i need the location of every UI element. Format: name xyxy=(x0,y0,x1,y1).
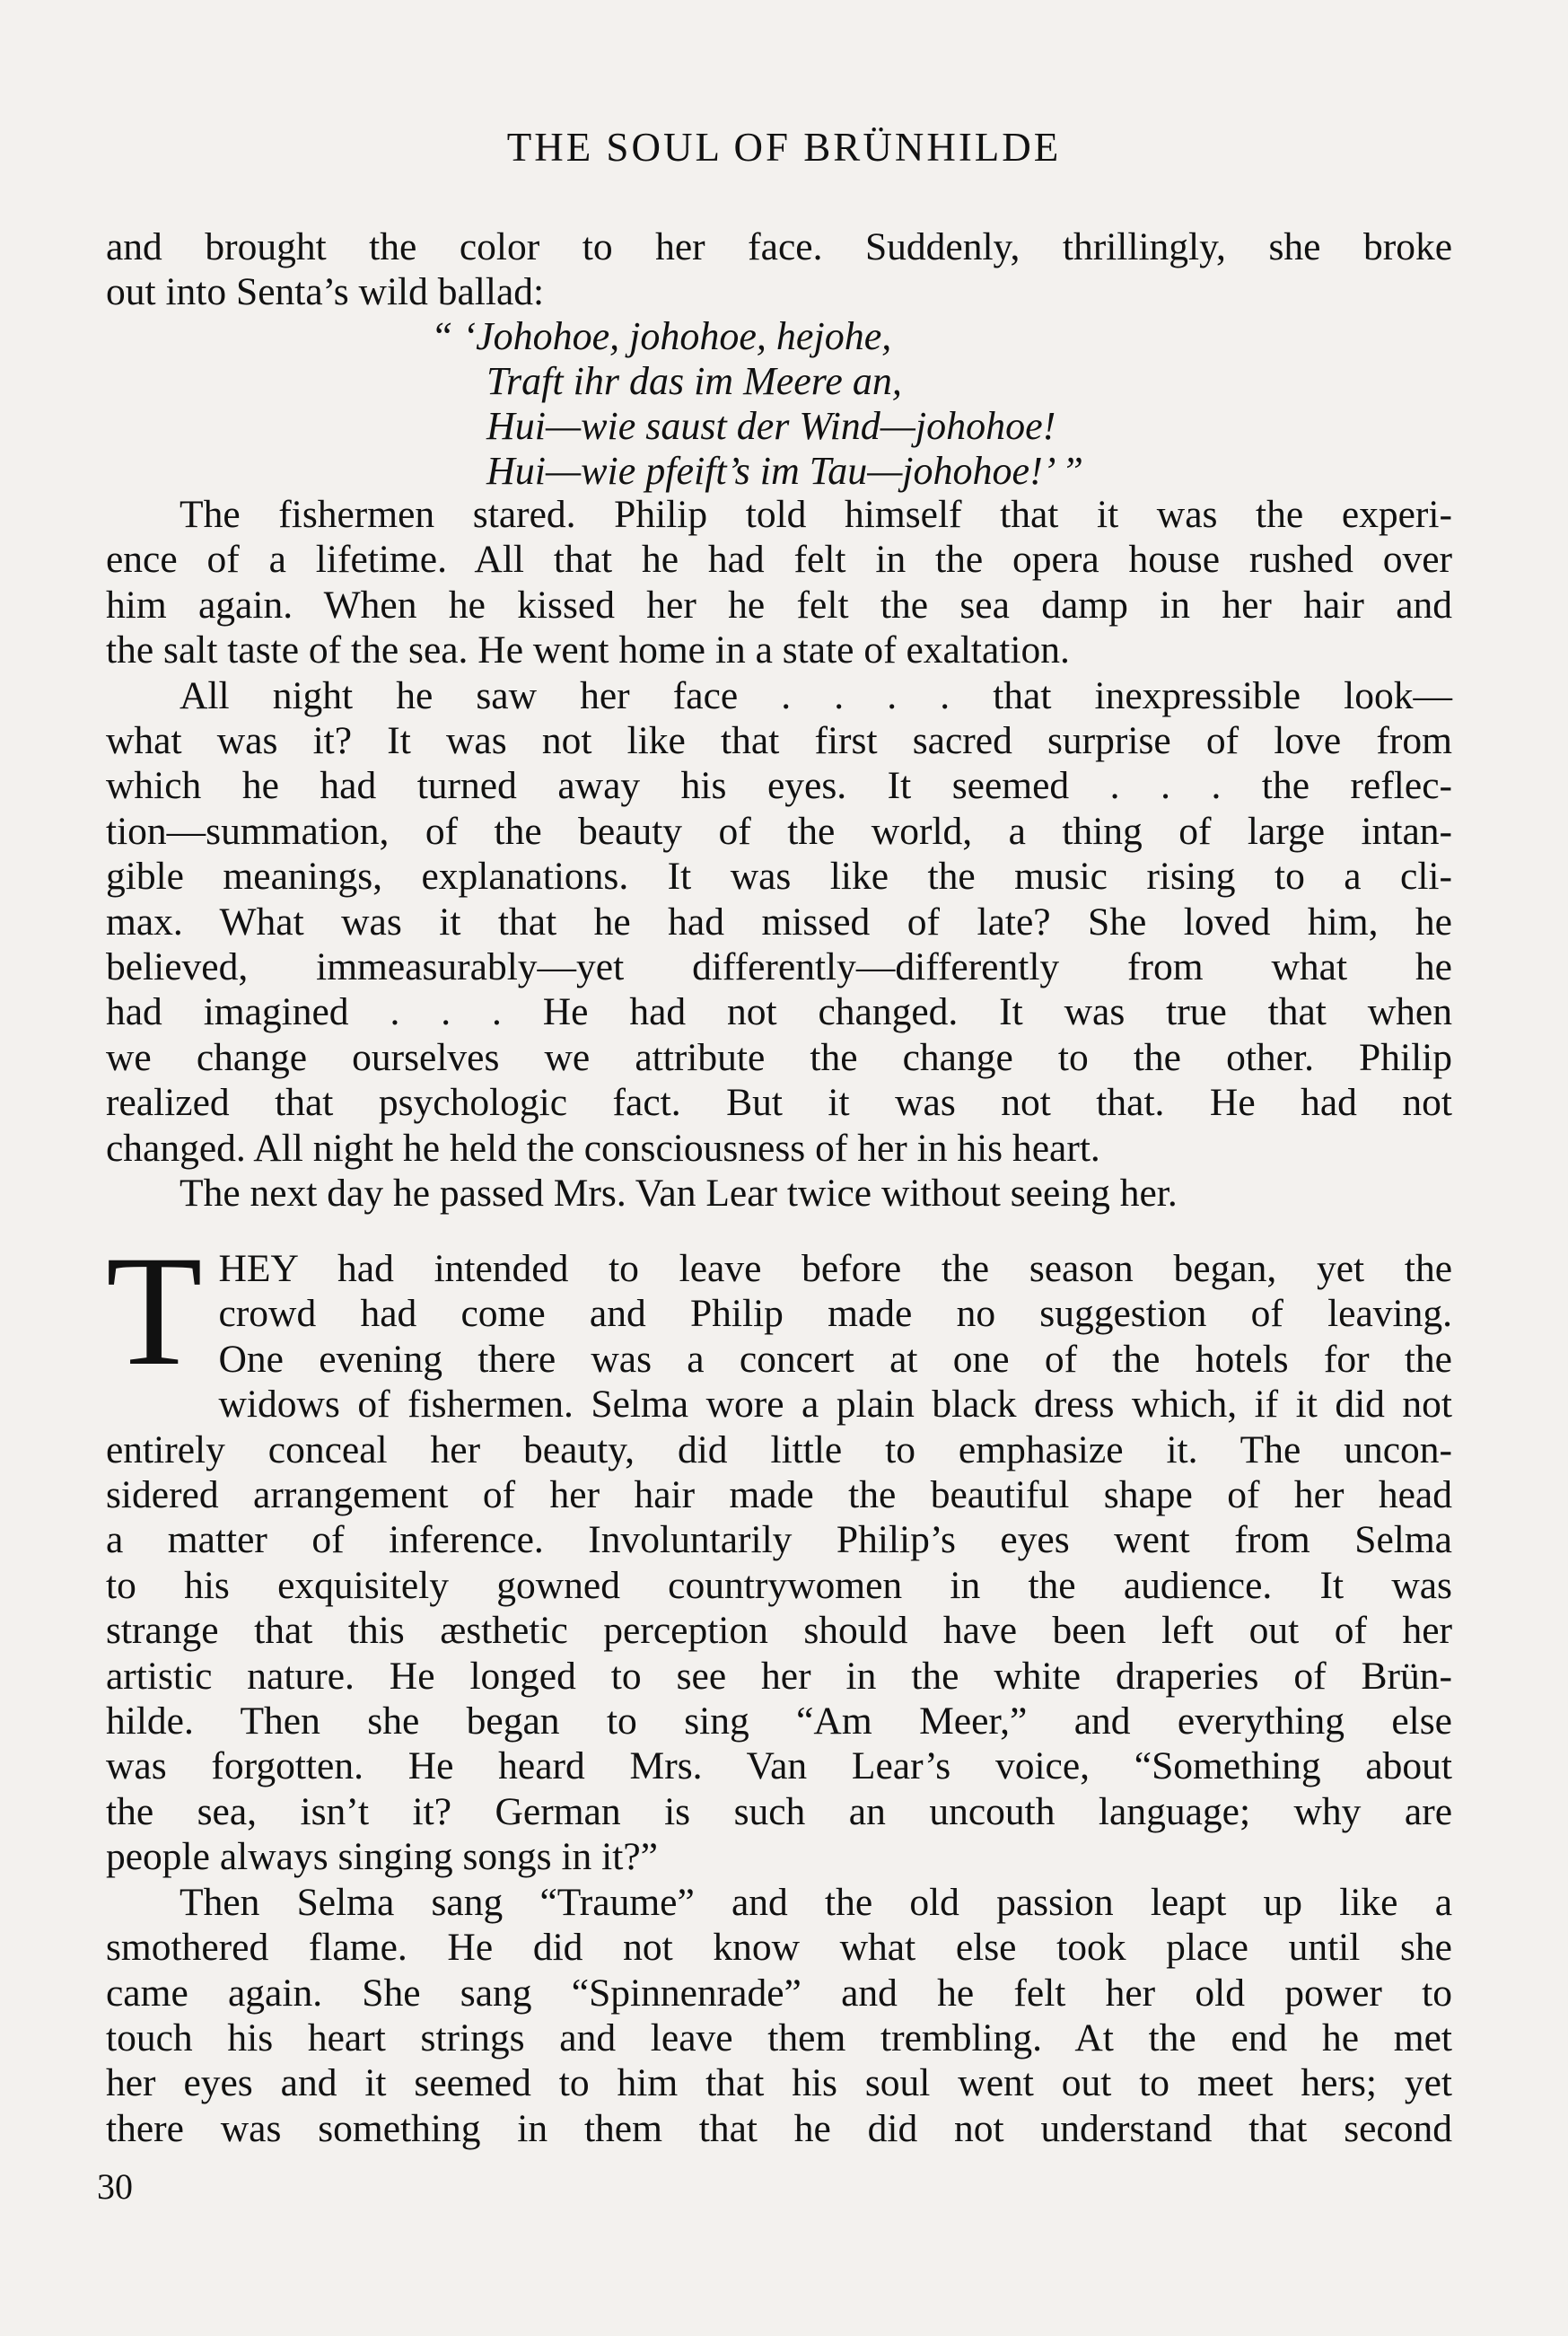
verse-line: Hui—wie saust der Wind—johohoe! xyxy=(486,404,1056,448)
text-line: touch his heart strings and leave them trembling. At the end he met xyxy=(106,2015,1452,2059)
text-line: sidered arrangement of her hair made the beautiful shape of her head xyxy=(106,1473,1452,1517)
text-line: came again. She sang “Spinnenrade” and he felt her old power to xyxy=(106,1971,1452,2015)
verse-line: “ ‘Johohoe, johohoe, hejohe, xyxy=(431,314,892,358)
text-line: what was it? It was not like that first sacred surprise of love from xyxy=(106,719,1452,763)
text-line: people always singing songs in it?” xyxy=(106,1835,658,1879)
page-number: 30 xyxy=(97,2166,133,2207)
text-line: to his exquisitely gowned countrywomen in the audience. It was xyxy=(106,1563,1452,1607)
verse-quote xyxy=(431,314,1083,494)
text-line: The fishermen stared. Philip told himself that it was the experi- xyxy=(180,493,1452,536)
text-line: max. What was it that he had missed of late? She loved him, he xyxy=(106,900,1452,944)
text-line: widows of fishermen. Selma wore a plain black dress which, if it did not xyxy=(218,1383,1452,1427)
text-line: changed. All night he held the consciousness of her in his heart. xyxy=(106,1126,1100,1170)
text-line: out into Senta’s wild ballad: xyxy=(106,270,545,314)
text-line: HEY had intended to leave before the season began, yet the xyxy=(218,1247,1452,1290)
text-line: there was something in them that he did not understand that second xyxy=(106,2106,1452,2150)
text-line: One evening there was a concert at one of the hotels for the xyxy=(218,1337,1452,1381)
text-line: crowd had come and Philip made no suggestion of leaving. xyxy=(218,1292,1452,1336)
text-line: had imagined . . . He had not changed. It was true that when xyxy=(106,990,1452,1034)
verse-line: Hui—wie pfeift’s im Tau—johohoe!’ ” xyxy=(486,449,1083,493)
running-head: THE SOUL OF BRÜNHILDE xyxy=(506,125,1062,170)
text-line: All night he saw her face . . . . that inexpressible look— xyxy=(180,673,1452,717)
text-line: her eyes and it seemed to him that his soul went out to meet hers; yet xyxy=(106,2061,1452,2105)
text-line: believed, immeasurably—yet differently—differently from what he xyxy=(106,945,1452,989)
text-line: tion—summation, of the beauty of the world, a thing of large intan- xyxy=(106,809,1452,853)
text-line: the sea, isn’t it? German is such an uncouth language; why are xyxy=(106,1789,1452,1833)
text-line: The next day he passed Mrs. Van Lear twice without seeing her. xyxy=(180,1172,1178,1216)
text-line: Then Selma sang “Traume” and the old passion leapt up like a xyxy=(180,1880,1452,1924)
text-line: gible meanings, explanations. It was like the music rising to a cli- xyxy=(106,855,1452,899)
text-line: ence of a lifetime. All that he had felt in the opera house rushed over xyxy=(106,538,1452,582)
text-line: him again. When he kissed her he felt the sea damp in her hair and xyxy=(106,583,1452,627)
text-line: strange that this æsthetic perception should have been left out of her xyxy=(106,1609,1452,1653)
text-line: which he had turned away his eyes. It seemed . . . the reflec- xyxy=(106,764,1452,808)
text-line: was forgotten. He heard Mrs. Van Lear’s voice, “Something about xyxy=(106,1744,1452,1788)
text-line: entirely conceal her beauty, did little to emphasize it. The uncon- xyxy=(106,1427,1452,1471)
text-line: artistic nature. He longed to see her in the white draperies of Brün- xyxy=(106,1654,1452,1698)
text-line: the salt taste of the sea. He went home in a state of exaltation. xyxy=(106,628,1070,672)
text-line: a matter of inference. Involuntarily Philip’s eyes went from Selma xyxy=(106,1518,1452,1562)
verse-line: Traft ihr das im Meere an, xyxy=(486,359,902,403)
text-line: we change ourselves we attribute the change to the other. Philip xyxy=(106,1035,1452,1079)
text-line: and brought the color to her face. Suddenly, thrillingly, she broke xyxy=(106,225,1452,268)
text-line: smothered flame. He did not know what else took place until she xyxy=(106,1926,1452,1970)
paragraph-group-1 xyxy=(106,492,1452,1216)
paragraph-continued xyxy=(106,224,1452,315)
text-line: hilde. Then she began to sing “Am Meer,” and everything else xyxy=(106,1699,1452,1743)
text-line: realized that psychologic fact. But it was not that. He had not xyxy=(106,1081,1452,1125)
drop-cap: T xyxy=(106,1224,203,1399)
paragraph-group-2 xyxy=(106,1224,1452,2151)
